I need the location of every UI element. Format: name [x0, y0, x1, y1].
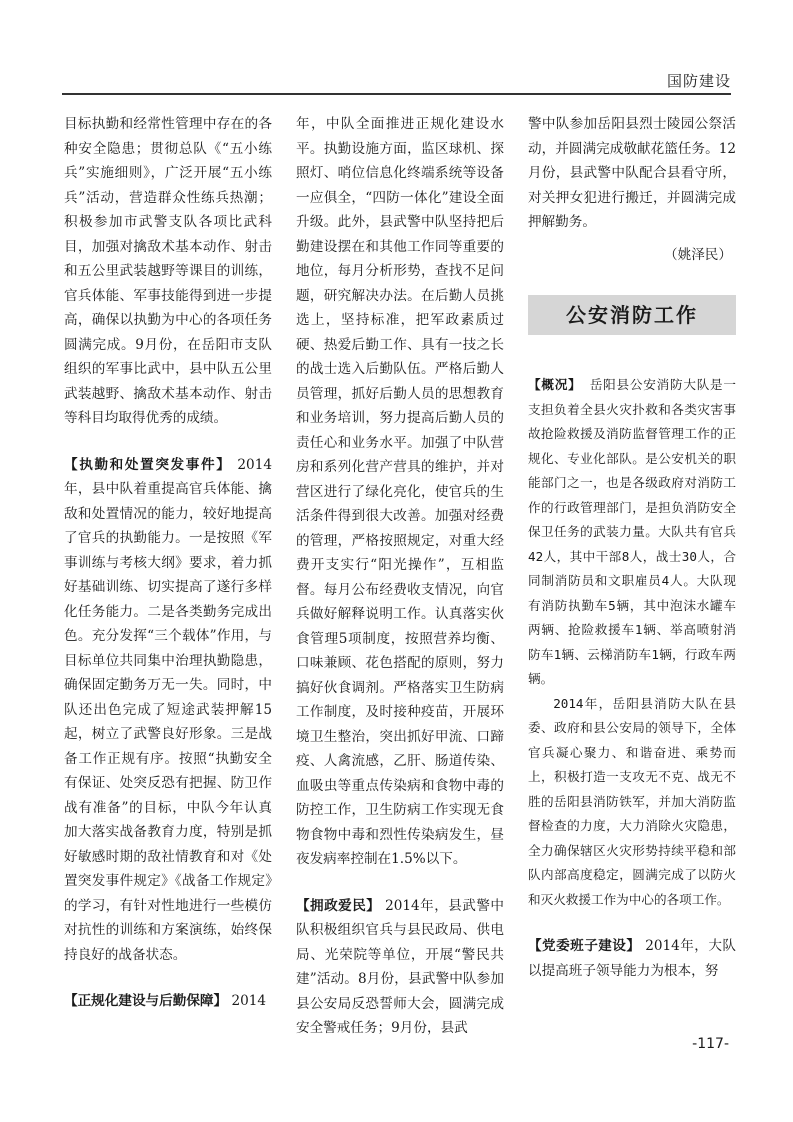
- paragraph-support-government: [296, 894, 504, 1041]
- paragraph-overview: [528, 373, 736, 692]
- body-party-committee: 2014年，大队以提高班子领导能力为根本，努: [528, 938, 736, 979]
- heading-duty-emergency: 【执勤和处置突发事件】: [64, 456, 232, 473]
- heading-party-committee: 【党委班子建设】: [528, 938, 641, 954]
- paragraph-2014-summary: 2014年，岳阳县消防大队在县委、政府和县公安局的领导下，全体官兵凝心聚力、和谐奋进、乘势而上，积极打造一支攻无不克、战无不胜的岳阳县消防铁军，并加大消防监督检查的力度，大力消除火灾隐患，全力确保辖区火灾形势持续平稳和部队内部高度稳定，圆满完成了以防火和灭火救援工作为中心的各项工作。: [528, 695, 736, 907]
- column-3: [528, 112, 736, 983]
- column-1: [64, 112, 272, 1014]
- page-number: -117-: [692, 1036, 729, 1052]
- paragraph-regularization-continued: 年，中队全面推进正规化建设水平。执勤设施方面，监区球机、探照灯、哨位信息化终端系统等设备一应俱全，“四防一体化”建设全面升级。此外，县武警中队坚持把后勤建设摆在和其他工作同等重要的地位，每月分析形势，查找不足问题，研究解决办法。在后勤人员挑选上，坚持标准，把军政素质过硬、热爱后勤工作、具有一技之长的战士选入后勤队伍。严格后勤人员管理，抓好后勤人员的思想教育和业务培训，努力提高后勤人员的责任心和业务水平。加强了中队营房和系列化营产营具的维护，并对营区进行了绿化亮化，使官兵的生活条件得到很大改善。加强对经费的管理，严格按照规定，对重大经费开支实行“阳光操作”，互相监督。每月公布经费收支情况，向官兵做好解释说明工作。认真落实伙食管理5项制度，按照营养均衡、口味兼顾、花色搭配的原则，努力搞好伙食调剂。严格落实卫生防病工作制度，及时接种疫苗，开展环境卫生整治，突出抓好甲流、口蹄疫、人禽流感，乙肝、肠道传染、血吸虫等重点传染病和食物中毒的防控工作，卫生防病工作实现无食物食物中毒和烈性传染病发生，昼夜发病率控制在1.5%以下。: [296, 116, 504, 867]
- paragraph-support-government-continued: 警中队参加岳阳县烈士陵园公祭活动，并圆满完成敬献花篮任务。12月份，县武警中队配合县看守所，对关押女犯进行搬迁，并圆满完成押解勤务。: [528, 116, 736, 230]
- running-header-section: 国防建设: [666, 72, 731, 90]
- heading-regularization: 【正规化建设与后勤保障】: [64, 993, 228, 1009]
- paragraph-party-committee: [528, 934, 736, 983]
- header-rule: [62, 93, 731, 95]
- body-support-government: 2014年，县武警中队积极组织官兵与县民政局、供电局、光荣院等单位，开展“警民共建”活动。8月份，县武警中队参加县公安局反恐誓师大会，圆满完成安全警戒任务；9月份，县武: [296, 897, 504, 1036]
- paragraph-regularization: [64, 989, 272, 1014]
- body-overview: 岳阳县公安消防大队是一支担负着全县火灾扑救和各类灾害事故抢险救援及消防监督管理工作的正规化、专业化部队。是公安机关的职能部门之一，也是各级政府对消防工作的行政管理部门，是担负消防安全保卫任务的武装力量。大队共有官兵42人，其中干部8人，战士30人，合同制消防员和文职雇员4人。大队现有消防执勤车5辆，其中泡沫水罐车两辆、抢险救援车1辆、举高喷射消防车1辆、云梯消防车1辆，行政车两辆。: [528, 377, 737, 686]
- column-2: [296, 112, 504, 1041]
- body-duty-emergency: 2014年，县中队着重提高官兵体能、擒敌和处置情况的能力，较好地提高了官兵的执勤能力。一是按照《军事训练与考核大纲》要求，着力抓好基础训练、切实提高了遂行多样化任务能力。二是各类勤务完成出色。充分发挥“三个载体”作用，与目标单位共同集中治理执勤隐患，确保固定勤务万无一失。同时，中队还出色完成了短途武装押解15起，树立了武警良好形象。三是战备工作正规有序。按照“执勤安全有保证、处突反恐有把握、防卫作战有准备”的目标，中队今年认真加大落实战备教育力度，特别是抓好敏感时期的敌社情教育和对《处置突发事件规定》《战备工作规定》的学习，有针对性地进行一些模仿对抗性的训练和方案演练，始终保持良好的战备状态。: [64, 456, 272, 963]
- heading-support-government: 【拥政爱民】: [296, 897, 381, 914]
- paragraph-training-continued: 目标执勤和经常性管理中存在的各种安全隐患；贯彻总队《“五小练兵”实施细则》，广泛开展“五小练兵”活动，营造群众性练兵热潮；积极参加市武警支队各项比武科目，加强对擒敌术基本动作、射击和五公里武装越野等课目的训练，官兵体能、军事技能得到进一步提高，确保以执勤为中心的各项任务圆满完成。9月份，在岳阳市支队组织的军事比武中，县中队五公里武装越野、擒敌术基本动作、射击等科目均取得优秀的成绩。: [64, 116, 272, 426]
- paragraph-duty-emergency: [64, 453, 272, 968]
- heading-overview: 【概况】: [528, 377, 582, 392]
- section-title-fire-service: 公安消防工作: [528, 295, 736, 335]
- author-byline: （姚泽民）: [664, 246, 732, 263]
- body-regularization-start: 2014: [231, 993, 267, 1009]
